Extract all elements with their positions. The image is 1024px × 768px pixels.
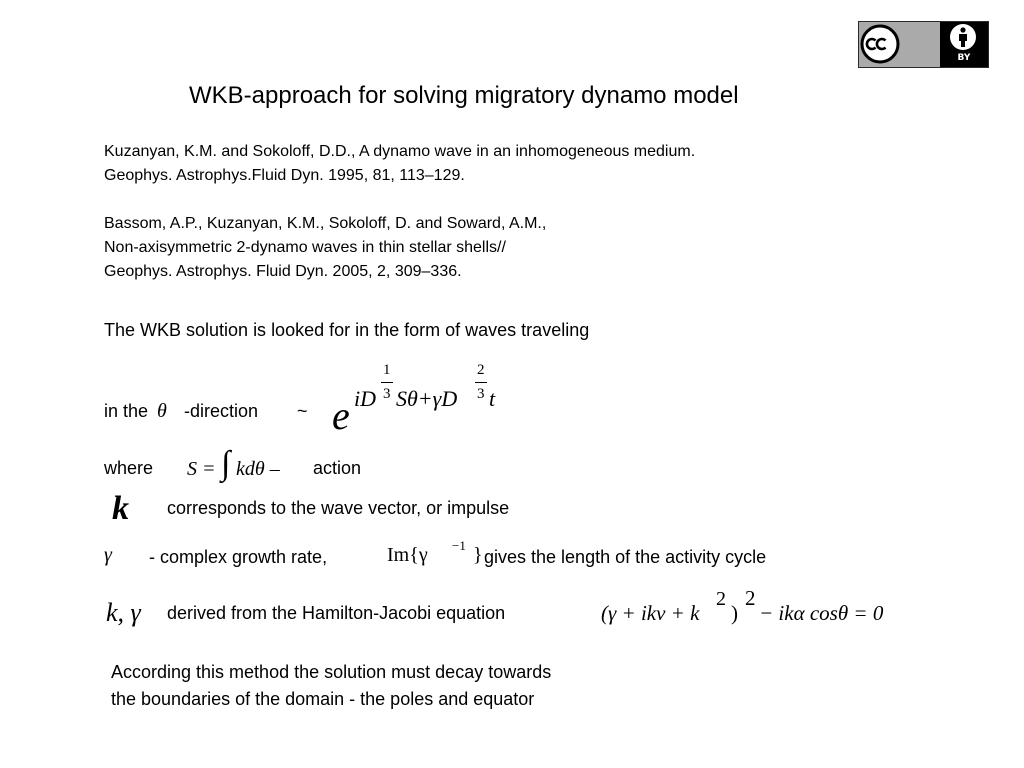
slide-title: WKB-approach for solving migratory dynamo model (189, 82, 739, 109)
action-lhs: S = (187, 458, 216, 480)
reference-2 (104, 212, 546, 284)
reference-1-line-1: Kuzanyan, K.M. and Sokoloff, D.D., A dynamo wave in an inhomogeneous medium. (104, 143, 696, 160)
reference-1 (104, 140, 695, 188)
exp-frac1-denominator: 3 (383, 386, 391, 402)
im-expression: Im{γ (387, 544, 428, 566)
gamma-cycle-text: gives the length of the activity cycle (484, 547, 767, 567)
exp-frac2-bar (475, 382, 487, 383)
hj-description: derived from the Hamilton-Jacobi equation (167, 603, 506, 623)
direction-suffix: -direction (184, 401, 259, 421)
exp-frac2-denominator: 3 (477, 386, 485, 402)
gamma-symbol: γ (104, 544, 112, 566)
exp-iD: iD (354, 386, 376, 411)
intro-text: The WKB solution is looked for in the form of waves traveling (104, 320, 590, 340)
cc-by-license-badge (858, 21, 989, 68)
k-description: corresponds to the wave vector, or impulse (167, 498, 510, 518)
hj-eq-sup2: 2 (745, 586, 756, 610)
reference-2-line-1: Bassom, A.P., Kuzanyan, K.M., Sokoloff, D. and Soward, A.M., (104, 215, 547, 232)
reference-2-line-2: Non-axisymmetric 2-dynamo waves in thin stellar shells// (104, 239, 506, 256)
conclusion-line-2: the boundaries of the domain - the poles and equator (111, 689, 535, 709)
conclusion-line-1: According this method the solution must decay towards (111, 662, 552, 682)
tilde-symbol: ~ (297, 401, 308, 421)
exp-base: e (332, 393, 350, 438)
direction-prefix: in the (104, 401, 149, 421)
action-rhs: kdθ – (236, 458, 280, 480)
exp-frac1-numerator: 1 (383, 362, 391, 378)
hj-eq-sup1: 2 (716, 588, 726, 610)
hj-eq-part1: (γ + ikν + k (601, 601, 700, 625)
gamma-description: - complex growth rate, (149, 547, 328, 567)
conclusion-text (111, 659, 551, 713)
by-label: BY (957, 53, 971, 63)
k-gamma-symbols: k, γ (106, 598, 141, 627)
theta-symbol: θ (157, 400, 167, 422)
reference-1-line-2: Geophys. Astrophys.Fluid Dyn. 1995, 81, 113–129. (104, 167, 465, 184)
exp-frac2-numerator: 2 (477, 362, 485, 378)
im-superscript: −1 (452, 538, 466, 553)
reference-2-line-3: Geophys. Astrophys. Fluid Dyn. 2005, 2, 309–336. (104, 263, 462, 280)
where-label: where (104, 458, 154, 478)
im-close-brace: } (473, 544, 483, 566)
exp-frac1-bar (381, 382, 393, 383)
hj-eq-part3: − ikα cosθ = 0 (759, 601, 884, 625)
integral-symbol: ∫ (221, 445, 231, 482)
exp-t: t (489, 386, 496, 411)
exp-S-theta: Sθ+γD (396, 386, 458, 411)
k-symbol: k (112, 490, 129, 527)
hj-eq-part2: ) (731, 601, 738, 625)
action-word: action (313, 458, 362, 478)
